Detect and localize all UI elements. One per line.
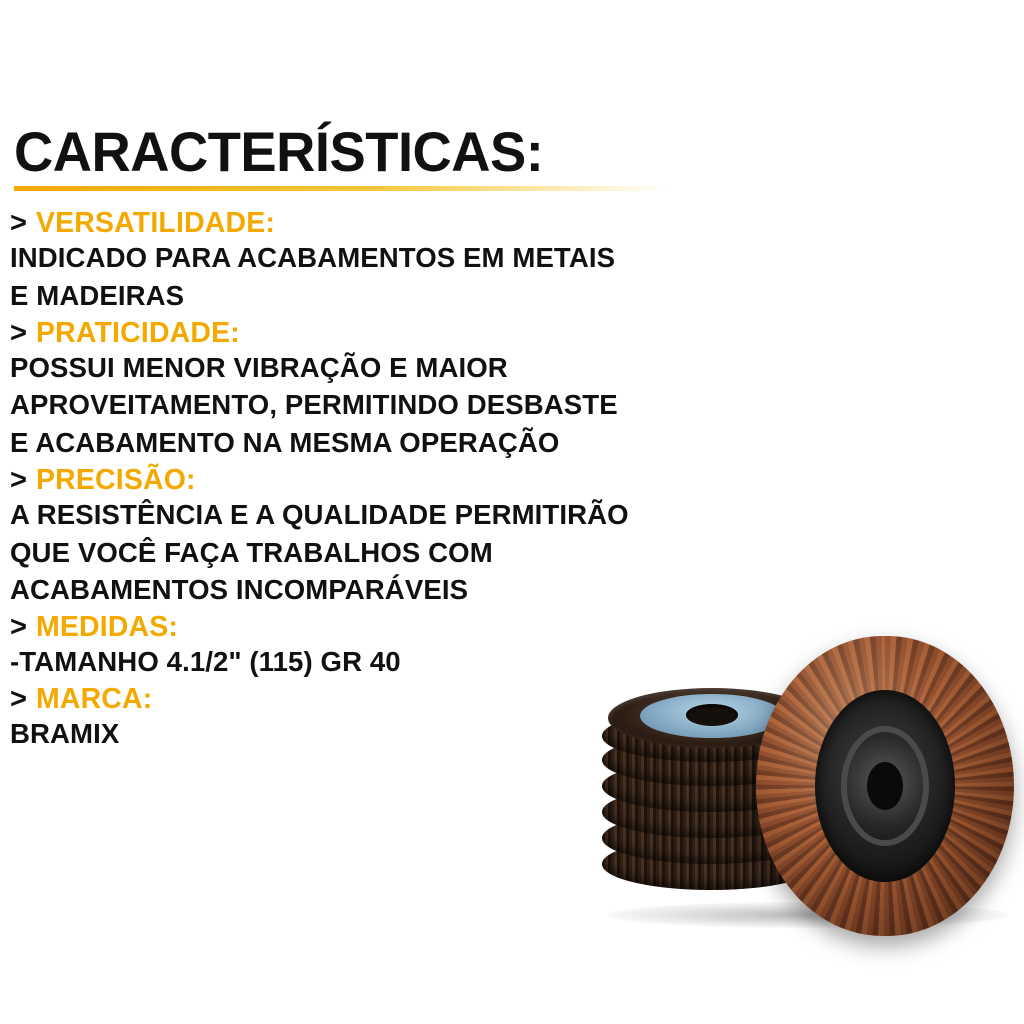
chevron-right-icon: > (10, 207, 27, 239)
chevron-right-icon: > (10, 316, 27, 349)
feature-text-line: -TAMANHO 4.1/2" (115) GR 40 (10, 646, 401, 677)
page-title: CARACTERÍSTICAS: (14, 120, 544, 183)
feature-text-line: E ACABAMENTO NA MESMA OPERAÇÃO (10, 427, 560, 458)
chevron-right-icon: > (10, 610, 27, 643)
feature-text-line: E MADEIRAS (10, 279, 185, 311)
feature-section (10, 207, 890, 315)
feature-section (10, 464, 890, 609)
feature-heading: VERSATILIDADE: (35, 207, 275, 239)
title-block (14, 120, 714, 191)
feature-text-line: A RESISTÊNCIA E A QUALIDADE PERMITIRÃO (10, 498, 629, 530)
feature-heading: PRECISÃO: (35, 463, 196, 496)
feature-text-line: POSSUI MENOR VIBRAÇÃO E MAIOR (10, 351, 508, 383)
flap-disc-front (756, 636, 1014, 936)
feature-heading-row (10, 317, 890, 349)
product-image (594, 636, 1014, 946)
feature-heading-row (10, 464, 890, 496)
chevron-right-icon: > (10, 463, 27, 496)
feature-heading: MEDIDAS: (35, 610, 179, 643)
feature-heading: MARCA: (35, 682, 153, 715)
disc-center-hole (686, 704, 738, 726)
feature-heading: PRATICIDADE: (35, 316, 240, 349)
feature-text-line: QUE VOCÊ FAÇA TRABALHOS COM (10, 536, 493, 568)
title-underline (14, 186, 669, 191)
chevron-right-icon: > (10, 682, 27, 715)
feature-text-line: ACABAMENTOS INCOMPARÁVEIS (10, 574, 469, 606)
feature-text-line: APROVEITAMENTO, PERMITINDO DESBASTE (10, 389, 618, 421)
disc-arbor-hole (867, 762, 903, 810)
feature-text-line: INDICADO PARA ACABAMENTOS EM METAIS (10, 242, 616, 274)
feature-heading-row (10, 207, 890, 239)
feature-section (10, 317, 890, 462)
feature-text-line: BRAMIX (10, 717, 120, 749)
